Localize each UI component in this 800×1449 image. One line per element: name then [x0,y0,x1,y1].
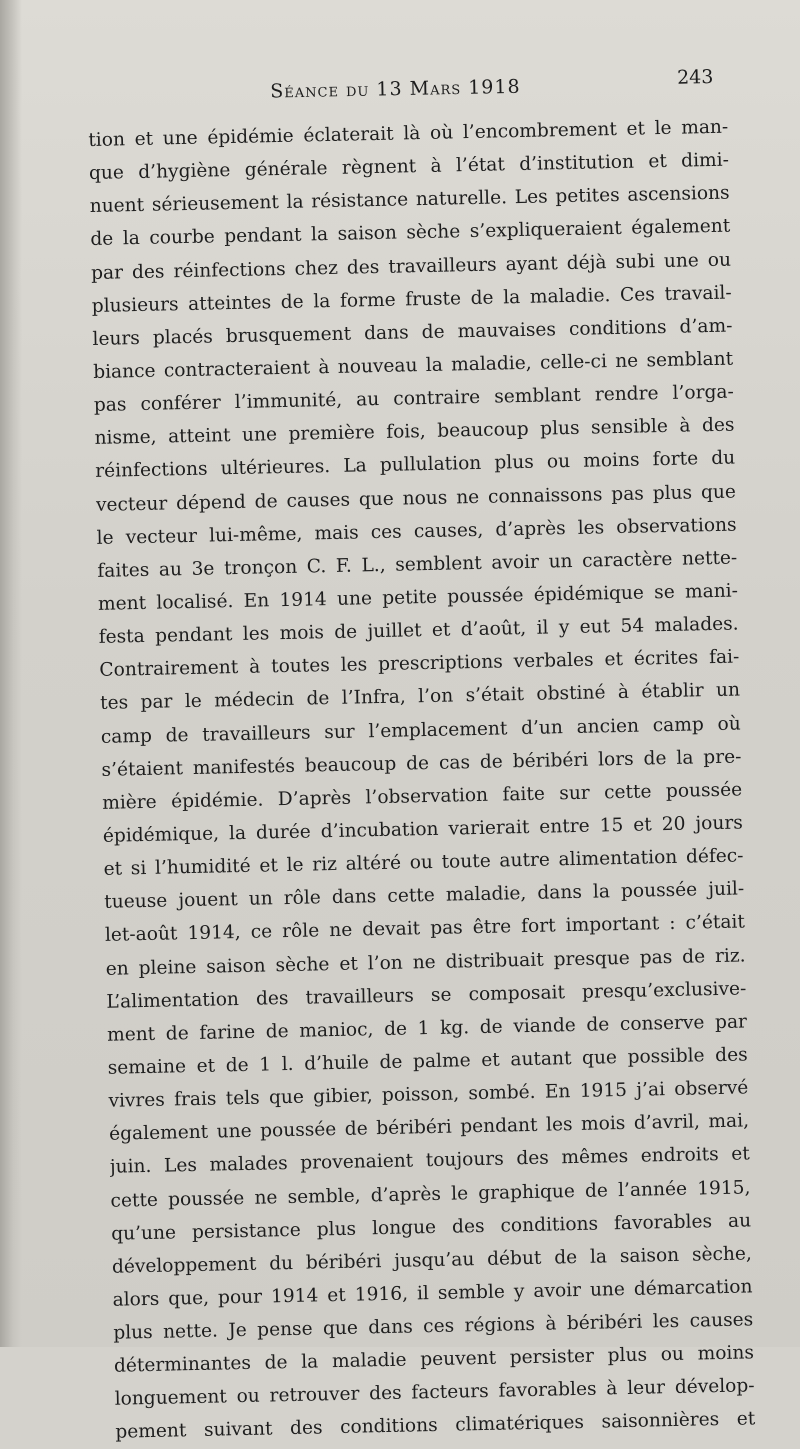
text-line: ment de farine de manioc, de 1 kg. de viande de conserve par [106,1011,748,1046]
text-line: s’étaient manifestés beaucoup de cas de béribéri lors de la pre- [101,746,742,781]
text-line: pement suivant des conditions climatériques saisonnières et [115,1408,756,1444]
text-line: de la courbe pendant la saison sèche s’expliqueraient également [90,215,731,251]
text-line: faites au 3e tronçon C. F. L., semblent avoir un caractère nette- [97,547,738,582]
text-line: et si l’humidité et le riz altéré ou toute autre alimentation défec- [103,845,744,880]
text-line: développement du béribéri jusqu’au début de la saison sèche, [111,1243,753,1278]
page-number: 243 [676,66,714,89]
text-line: leurs placés brusquement dans de mauvaises conditions d’am- [92,315,733,350]
text-line: let-août 1914, ce rôle ne devait pas être fort important : c’était [104,911,746,947]
page-header [90,66,740,110]
text-line: le vecteur lui-même, mais ces causes, d’après les observations [96,514,737,549]
text-line: biance contracteraient à nouveau la maladie, celle-ci ne semblant [92,348,734,383]
text-line: mière épidémie. D’après l’observation faite sur cette poussée [102,779,743,814]
text-line: plusieurs atteintes de la forme fruste de la maladie. Ces travail- [91,282,732,317]
text-line: camp de travailleurs sur l’emplacement d’un ancien camp où [100,712,741,748]
text-line: longuement ou retrouver des facteurs favorables à leur dévelop- [114,1375,755,1411]
body-text [88,111,756,1449]
text-line: épidémique, la durée d’incubation varierait entre 15 et 20 jours [102,812,743,847]
text-line: déterminantes de la maladie peuvent persister plus ou moins [113,1342,755,1377]
text-line: ment localisé. En 1914 une petite poussée épidémique se mani- [97,580,739,615]
text-line: cette poussée ne semble, d’après le graphique de l’année 1915, [110,1176,751,1212]
text-line: Contrairement à toutes les prescriptions verbales et écrites fai- [99,646,740,682]
text-line: vivres frais tels que gibier, poisson, sombé. En 1915 j’ai observé [108,1077,749,1112]
text-line: nisme, atteint une première fois, beaucoup plus sensible à des [94,414,735,450]
running-head: Séance du 13 Mars 1918 [270,75,521,103]
text-line: réinfections ultérieures. La pullulation plus ou moins forte du [95,447,736,483]
text-line: L’alimentation des travailleurs se composait presqu’exclusive- [106,978,747,1013]
text-line: plus nette. Je pense que dans ces régions à béribéri les causes [113,1309,754,1344]
text-line: également une poussée de béribéri pendant les mois d’avril, mai, [108,1110,750,1145]
text-line: tes par le médecin de l’Infra, l’on s’était obstiné à établir un [99,679,741,715]
text-line: que d’hygiène générale règnent à l’état d’institution et dimi- [88,149,730,185]
text-line: juin. Les malades provenaient toujours des mêmes endroits et [109,1143,750,1179]
text-line: vecteur dépend de causes que nous ne connaissons pas plus que [95,481,737,516]
text-line: par des réinfections chez des travailleurs ayant déjà subi une ou [90,249,732,284]
text-line: tueuse jouent un rôle dans cette maladie, dans la poussée juil- [104,878,745,914]
text-line: pas conférer l’immunité, au contraire semblant rendre l’orga- [93,381,734,417]
text-line: qu’une persistance plus longue des conditions favorables au [111,1209,752,1245]
text-line: semaine et de 1 l. d’huile de palme et autant que possible des [107,1044,748,1079]
page-binding-shadow [0,0,22,1347]
text-line: nuent sérieusement la résistance naturelle. Les petites ascensions [89,182,730,218]
text-line: alors que, pour 1914 et 1916, il semble y avoir une démarcation [112,1276,753,1311]
text-line: tion et une épidémie éclaterait là où l’encombrement et le man- [88,116,729,151]
text-line: festa pendant les mois de juillet et d’août, il y eut 54 malades. [98,613,739,648]
text-line: en pleine saison sèche et l’on ne distribuait presque pas de riz. [105,944,746,980]
